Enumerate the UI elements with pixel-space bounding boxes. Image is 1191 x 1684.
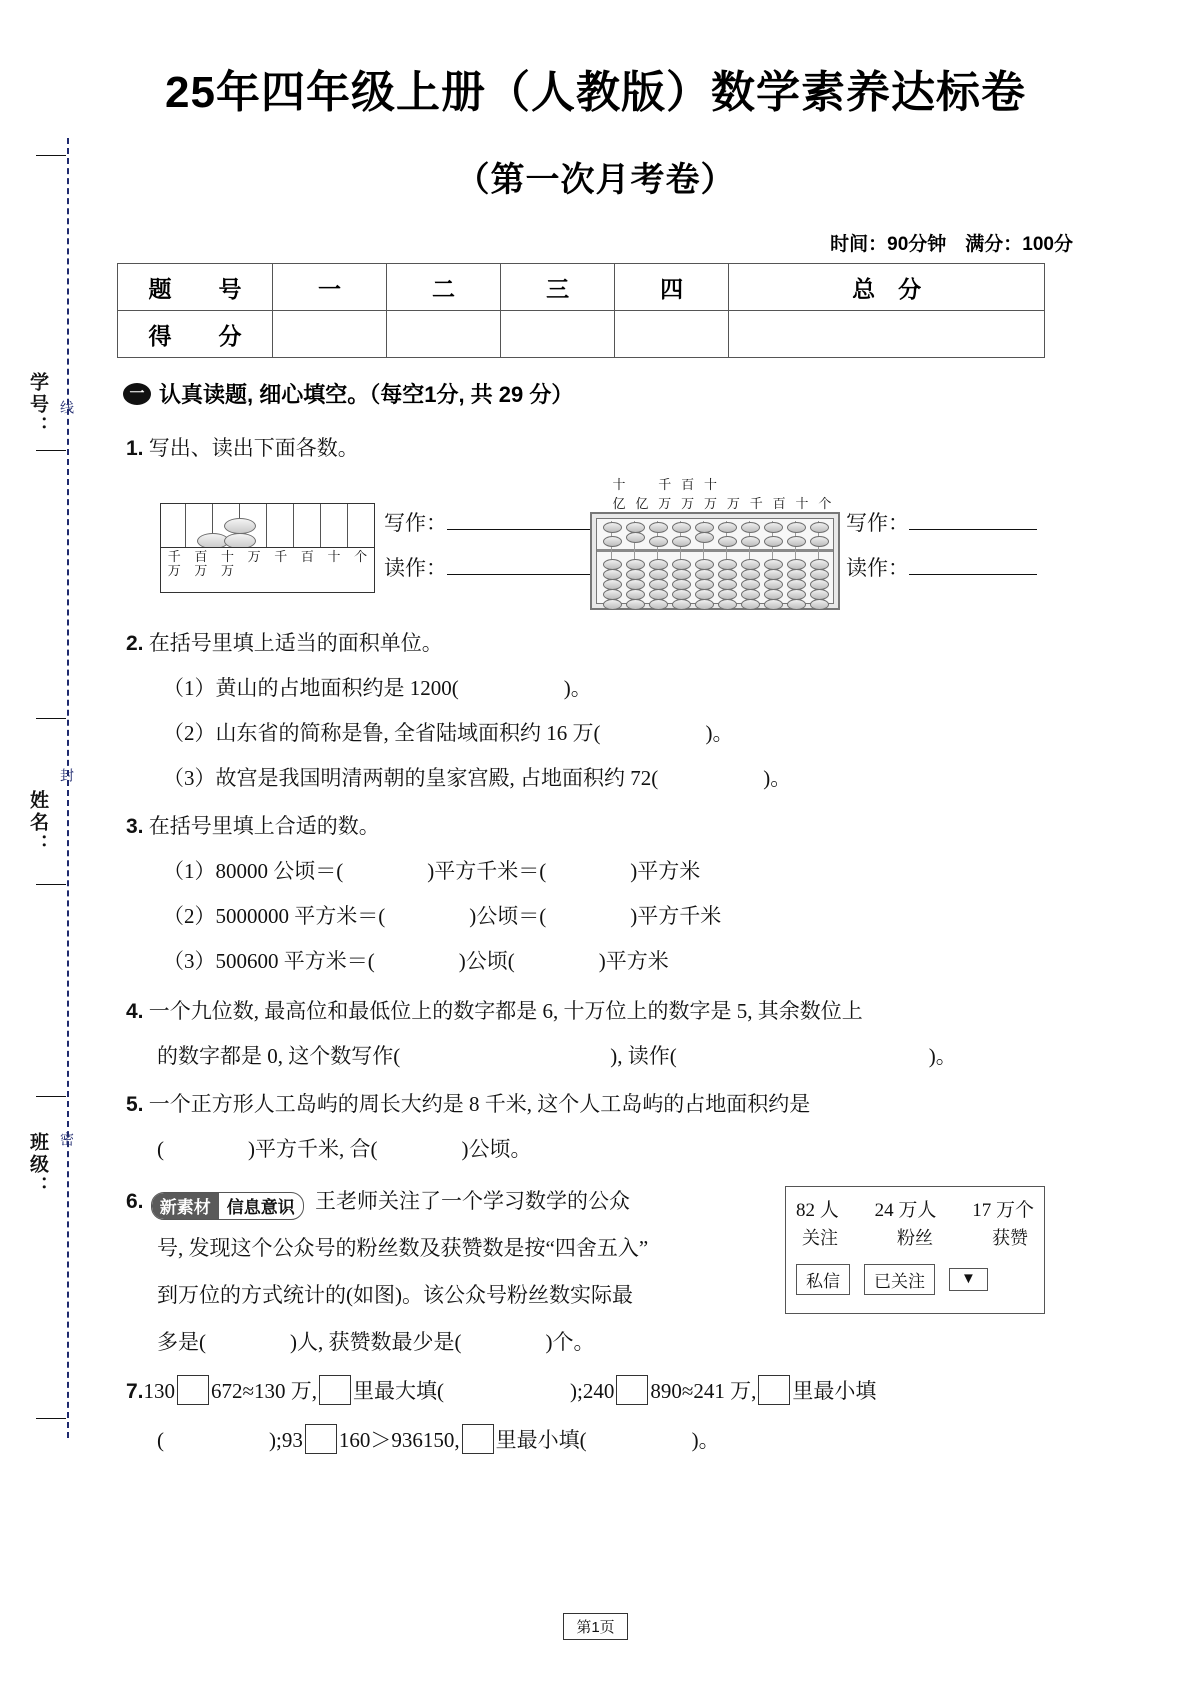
place-label-col <box>268 548 295 592</box>
question-1 <box>126 432 359 462</box>
question-3-item-3[interactable]: （3）500600 平方米＝( )公顷( )平方米 <box>163 949 669 973</box>
counting-frame-place-labels <box>160 547 375 593</box>
section-one-heading <box>123 378 573 409</box>
q7-h[interactable]: 里最小填( )。 <box>495 1428 720 1452</box>
page-title: 25年四年级上册（人教版）数学素养达标卷 <box>165 68 1026 117</box>
question-2-number: 2. <box>126 632 144 655</box>
page-number: 第1页 <box>563 1613 627 1640</box>
place-top: 十 <box>703 477 717 492</box>
place-bottom: 万 <box>167 562 181 578</box>
card-action-row <box>796 1264 1034 1295</box>
question-2-text: 在括号里填上适当的面积单位。 <box>148 631 443 655</box>
followed-button[interactable]: 已关注 <box>864 1264 935 1295</box>
abacus-diagram <box>590 512 840 610</box>
question-3-item-2[interactable]: （2）5000000 平方米＝( )公顷＝( )平方千米 <box>163 904 722 928</box>
score-col-4: 四 <box>615 264 729 311</box>
place-top: 千 <box>274 549 288 564</box>
score-cell-3[interactable] <box>501 311 615 358</box>
stat-label-follow: 关注 <box>802 1228 838 1248</box>
place-top <box>768 474 790 493</box>
write-blank[interactable] <box>447 529 602 530</box>
place-label-col <box>214 548 241 592</box>
place-bottom: 个 <box>818 496 832 511</box>
place-bottom: 亿 <box>635 496 649 511</box>
read-label: 读作： <box>384 556 447 580</box>
place-top: 百 <box>300 549 314 564</box>
stat-value-follow: 82 人 <box>796 1200 839 1221</box>
exam-info: 时间：90分钟 满分：100分 <box>830 234 1073 255</box>
q7-e: 里最小填 <box>792 1379 877 1403</box>
question-4-line-1: 一个九位数, 最高位和最低位上的数字都是 6, 十万位上的数字是 5, 其余数位上 <box>148 999 863 1023</box>
score-col-1: 一 <box>273 264 387 311</box>
answer-box[interactable] <box>177 1375 209 1405</box>
place-bottom: 万 <box>681 496 695 511</box>
question-2 <box>126 627 443 657</box>
binding-secret-label: 密 <box>59 1132 75 1148</box>
answer-box[interactable] <box>462 1424 494 1454</box>
question-6-badges <box>151 1192 304 1220</box>
q7-a: 130 <box>143 1379 176 1403</box>
score-cell-2[interactable] <box>387 311 501 358</box>
question-7 <box>126 1375 876 1405</box>
place-top: 百 <box>681 477 695 492</box>
question-4 <box>126 995 863 1025</box>
place-top: 千 <box>167 549 181 564</box>
question-3-text: 在括号里填上合适的数。 <box>148 814 380 838</box>
question-4-number: 4. <box>126 1000 144 1023</box>
binding-class-label: 班级： <box>27 1132 48 1198</box>
question-2-item-3[interactable]: （3）故宫是我国明清两朝的皇家宫殿, 占地面积约 72( )。 <box>163 766 792 790</box>
question-5-line-1: 一个正方形人工岛屿的周长大约是 8 千米, 这个人工岛屿的占地面积约是 <box>148 1092 811 1116</box>
q1-left-read <box>384 552 602 582</box>
place-label-col <box>161 548 188 592</box>
question-3 <box>126 810 380 840</box>
binding-line-label: 线 <box>59 400 75 416</box>
place-label-col <box>321 548 348 592</box>
place-label-col <box>347 548 374 592</box>
question-7-line-2 <box>157 1424 720 1454</box>
question-6-line-4[interactable]: 多是( )人, 获赞数最少是( )个。 <box>157 1330 595 1354</box>
place-bottom: 万 <box>194 562 208 578</box>
write-label: 写作： <box>384 511 447 535</box>
q7-d: 890≈241 万, <box>650 1379 757 1403</box>
score-cell-1[interactable] <box>273 311 387 358</box>
binding-rule-bottom <box>36 1418 66 1419</box>
table-row <box>118 311 1045 358</box>
binding-rule-2 <box>36 718 66 719</box>
question-7-number: 7. <box>126 1380 144 1403</box>
read-blank[interactable] <box>447 574 602 575</box>
score-col-total: 总 分 <box>729 264 1045 311</box>
place-bottom: 亿 <box>612 496 626 511</box>
binding-rule-3 <box>36 884 66 885</box>
score-table-head-number: 题 号 <box>118 264 273 311</box>
place-bottom: 十 <box>795 496 809 511</box>
score-cell-4[interactable] <box>615 311 729 358</box>
place-label-col <box>241 548 268 592</box>
place-bottom: 万 <box>221 562 235 578</box>
question-3-item-1[interactable]: （1）80000 公顷＝( )平方千米＝( )平方米 <box>163 859 701 883</box>
place-label-col <box>188 548 215 592</box>
q7-f[interactable]: ( );93 <box>157 1428 303 1452</box>
answer-box[interactable] <box>319 1375 351 1405</box>
score-table-head-score: 得 分 <box>118 311 273 358</box>
answer-box[interactable] <box>305 1424 337 1454</box>
q7-b: 672≈130 万, <box>211 1379 318 1403</box>
score-cell-total[interactable] <box>729 311 1045 358</box>
q1-right-read <box>846 552 1037 582</box>
question-2-item-1[interactable]: （1）黄山的占地面积约是 1200( )。 <box>163 676 592 700</box>
place-top: 百 <box>194 549 208 564</box>
write-label: 写作： <box>846 511 909 535</box>
q1-left-write <box>384 507 602 537</box>
stat-value-fans: 24 万人 <box>874 1200 937 1221</box>
write-blank[interactable] <box>909 529 1037 530</box>
section-bullet-icon: 一 <box>123 383 151 405</box>
question-3-number: 3. <box>126 815 144 838</box>
score-col-3: 三 <box>501 264 615 311</box>
section-one-heading-text: 认真读题, 细心填空。（每空1分, 共 29 分） <box>159 382 574 407</box>
q7-g: 160＞936150, <box>338 1428 460 1452</box>
question-6 <box>126 1185 630 1220</box>
abacus-label-row-top <box>608 474 836 493</box>
question-6-line-2: 号, 发现这个公众号的粉丝数及获赞数是按“四舍五入” <box>157 1236 649 1260</box>
read-blank[interactable] <box>909 574 1037 575</box>
place-bottom: 百 <box>772 496 786 511</box>
question-5-line-2[interactable]: ( )平方千米, 合( )公顷。 <box>157 1137 532 1161</box>
place-top <box>745 474 767 493</box>
question-5 <box>126 1088 810 1118</box>
binding-dashed-line <box>67 138 69 1438</box>
question-4-line-2[interactable]: 的数字都是 0, 这个数写作( ), 读作( )。 <box>157 1044 957 1068</box>
wechat-stats-card <box>785 1186 1045 1314</box>
place-bottom: 千 <box>749 496 763 511</box>
question-1-text: 写出、读出下面各数。 <box>148 436 359 460</box>
chevron-down-icon[interactable]: ▼ <box>949 1268 988 1291</box>
place-label-col <box>294 548 321 592</box>
place-bottom: 万 <box>726 496 740 511</box>
place-top: 万 <box>247 549 261 564</box>
answer-box[interactable] <box>758 1375 790 1405</box>
binding-rule-1 <box>36 450 66 451</box>
place-top: 个 <box>354 549 368 564</box>
read-label: 读作： <box>846 556 909 580</box>
question-6-number: 6. <box>126 1190 144 1213</box>
abacus-beam <box>597 549 833 552</box>
place-bottom: 万 <box>703 496 717 511</box>
binding-seal-label: 封 <box>59 768 75 784</box>
abacus-place-labels <box>608 474 836 512</box>
score-col-2: 二 <box>387 264 501 311</box>
question-1-number: 1. <box>126 437 144 460</box>
binding-name-label: 姓名： <box>27 790 48 856</box>
question-5-number: 5. <box>126 1093 144 1116</box>
stats-labels-row <box>796 1224 1034 1250</box>
stats-values-row <box>796 1195 1034 1222</box>
abacus-label-row-bottom <box>608 493 836 512</box>
binding-rule-4 <box>36 1096 66 1097</box>
place-top: 十 <box>327 549 341 564</box>
page-footer <box>0 1613 1191 1640</box>
answer-box[interactable] <box>616 1375 648 1405</box>
stat-label-likes: 获赞 <box>992 1228 1028 1248</box>
place-top <box>814 474 836 493</box>
badge-new-material: 新素材 <box>152 1193 219 1219</box>
table-row <box>118 264 1045 311</box>
q7-c[interactable]: 里最大填( );240 <box>353 1379 615 1403</box>
place-bottom: 万 <box>658 496 672 511</box>
badge-info-awareness: 信息意识 <box>226 1198 295 1217</box>
stat-value-likes: 17 万个 <box>972 1200 1034 1221</box>
binding-student-id-label: 学号： <box>27 372 48 438</box>
page-subtitle: （第一次月考卷） <box>455 161 736 199</box>
abacus-frame <box>596 518 834 604</box>
score-table <box>117 263 1045 358</box>
place-top <box>791 474 813 493</box>
question-6-line-1: 王老师关注了一个学习数学的公众 <box>315 1189 631 1213</box>
private-message-button[interactable]: 私信 <box>796 1264 850 1295</box>
place-top: 十 <box>221 549 235 564</box>
question-2-item-2[interactable]: （2）山东省的简称是鲁, 全省陆域面积约 16 万( )。 <box>163 721 734 745</box>
stat-label-fans: 粉丝 <box>897 1228 933 1248</box>
place-top <box>631 474 653 493</box>
place-top: 千 <box>658 477 672 492</box>
place-top <box>722 474 744 493</box>
q1-right-write <box>846 507 1037 537</box>
question-6-line-3: 到万位的方式统计的(如图)。该公众号粉丝数实际最 <box>157 1283 633 1307</box>
place-top: 十 <box>612 477 626 492</box>
